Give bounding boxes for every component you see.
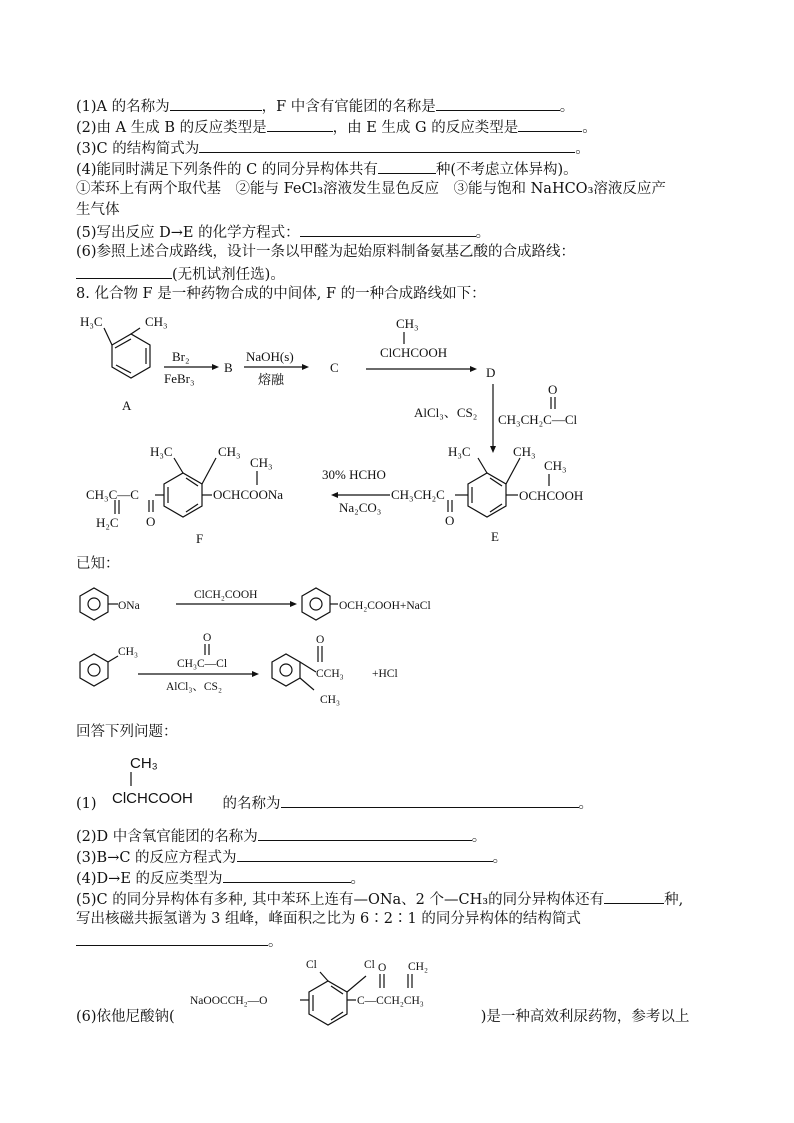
kr1-reagent: ClCH₂COOH <box>194 589 258 601</box>
e-sub-ch3: CH₃ <box>544 458 567 473</box>
p8-q4-line <box>76 867 365 889</box>
q2-text-b: ，由 E 生成 G 的反应类型是 <box>332 120 519 136</box>
reagent-acyl: CH₃CH₂C—Cl <box>498 412 578 427</box>
f-o: O <box>146 514 156 529</box>
label-e: E <box>491 529 499 544</box>
known-reaction-1 <box>80 588 431 620</box>
q1-text-b: ，F 中含有官能团的名称是 <box>261 99 436 115</box>
answer-blank[interactable] <box>281 792 579 808</box>
label-d: D <box>486 365 496 380</box>
e-ch3: CH₃ <box>513 444 536 459</box>
kr1-onal: ONa <box>118 600 140 612</box>
right-chain: C—CCH₂CH₃ <box>357 995 424 1007</box>
reagent-clchcooh: ClCHCOOH <box>380 345 448 360</box>
reagent-hcho: 30% HCHO <box>322 467 386 482</box>
reagent-na2co3: Na₂CO₃ <box>339 500 382 515</box>
reagent-naoh: NaOH(s) <box>246 349 294 364</box>
cl-label-2: Cl <box>364 959 375 971</box>
acyl-o: O <box>548 382 558 397</box>
compound-a-structure <box>80 314 168 413</box>
p8-q5-line <box>76 888 683 910</box>
arrow-a-to-b <box>164 349 219 386</box>
left-chain: NaOOCCH₂—O <box>190 995 268 1007</box>
period: 。 <box>492 850 508 866</box>
q1-text-a: (1)A 的名称为 <box>76 99 170 115</box>
o-label: O <box>378 962 387 974</box>
f-ch3: CH₃ <box>218 444 241 459</box>
f-h2c: H₂C <box>96 515 119 530</box>
kr2-prod-o: O <box>316 634 325 646</box>
label-b: B <box>224 360 233 375</box>
arrow-c-to-d <box>366 316 477 372</box>
answer-blank[interactable] <box>604 888 664 904</box>
p8-q6-line <box>76 1007 689 1027</box>
problem8-intro: 8. 化合物 F 是一种药物合成的中间体, F 的一种合成路线如下： <box>76 286 486 302</box>
q6-line: (6)参照上述合成路线，设计一条以甲醛为起始原料制备氨基乙酸的合成路线： <box>76 244 576 260</box>
e-right-group: OCHCOOH <box>519 488 584 503</box>
p8-q6-text-b: )是一种高效利尿药物，参考以上 <box>480 1009 690 1025</box>
kr2-prod-ch3: CH₃ <box>320 694 340 706</box>
p8-q5-line-2: 写出核磁共振氢谱为 3 组峰，峰面积之比为 6∶2∶1 的同分异构体的结构简式 <box>76 911 581 927</box>
q1-formula-main: ClCHCOOH <box>112 790 193 807</box>
label-a: A <box>122 398 132 413</box>
arrow-e-to-f <box>322 467 390 515</box>
f-right-group: OCHCOONa <box>213 487 284 502</box>
known-reaction-2 <box>80 632 398 706</box>
kr2-hcl: +HCl <box>372 668 398 680</box>
q4-conditions-cont: 生气体 <box>76 202 120 218</box>
answer-blank[interactable] <box>76 930 268 946</box>
period: 。 <box>268 934 283 950</box>
p8-q1-text: 的名称为 <box>222 796 281 812</box>
q3-text: (3)C 的结构简式为 <box>76 141 200 157</box>
reagent-br2: Br₂ <box>172 349 190 364</box>
period: 。 <box>475 225 491 241</box>
kr2-reagent: CH₃C—Cl <box>177 658 228 670</box>
p8-q1-line <box>76 792 593 814</box>
kr2-reagent-o: O <box>203 632 212 644</box>
answer-blank[interactable] <box>223 867 351 883</box>
p8-q5-line-3 <box>76 930 283 952</box>
ch2-label: CH₂ <box>408 961 428 973</box>
p8-q5-text-a: (5)C 的同分异构体有多种, 其中苯环上连有—ONa、2 个—CH₃的同分异构体还有 <box>76 892 605 908</box>
reagent-melt: 熔融 <box>258 372 285 387</box>
reagent-alcl3: AlCl₃、CS₂ <box>414 405 478 420</box>
p8-q2-text: (2)D 中含氧官能团的名称为 <box>76 829 258 845</box>
kr1-product: OCH₂COOH+NaCl <box>339 600 431 612</box>
q4-conditions: ①苯环上有两个取代基 ②能与 FeCl₃溶液发生显色反应 ③能与饱和 NaHCO₃溶液反应产 <box>76 181 666 197</box>
kr2-ch3: CH₃ <box>118 646 138 658</box>
period: 。 <box>559 99 575 115</box>
e-h3c: H₃C <box>448 444 471 459</box>
p8-q3-text: (3)B→C 的反应方程式为 <box>76 850 237 866</box>
reagent-febr3: FeBr₃ <box>164 371 195 386</box>
label-f: F <box>196 531 204 546</box>
answer-blank[interactable] <box>237 846 493 862</box>
arrow-b-to-c <box>244 349 309 387</box>
p8-q1-num: (1) <box>76 796 97 812</box>
kr2-cond: AlCl₃、CS₂ <box>166 681 222 693</box>
compound-f-structure <box>86 444 283 546</box>
reagent-ch3: CH₃ <box>396 316 419 331</box>
period: 。 <box>350 871 366 887</box>
arrow-d-to-e <box>414 382 578 453</box>
period: 。 <box>471 829 487 845</box>
e-left-group: CH₃CH₂C <box>391 487 445 502</box>
p8-q6-text-a: (6)依他尼酸钠( <box>76 1009 175 1025</box>
label-c: C <box>330 360 339 375</box>
q2-text-a: (2)由 A 生成 B 的反应类型是 <box>76 120 267 136</box>
p8-q2-line <box>76 825 486 847</box>
h3c-label: H₃C <box>80 314 103 329</box>
period: 。 <box>578 796 594 812</box>
f-sub-ch3: CH₃ <box>250 455 273 470</box>
e-o: O <box>445 513 455 528</box>
q5-text: (5)写出反应 D→E 的化学方程式： <box>76 225 300 241</box>
q4-text-b: 种(不考虑立体异构)。 <box>435 162 578 178</box>
answer-blank[interactable] <box>258 825 472 841</box>
known-label: 已知： <box>76 556 120 572</box>
cl-label-1: Cl <box>306 959 317 971</box>
answer-label: 回答下列问题： <box>76 724 178 740</box>
period: 。 <box>575 141 590 157</box>
ch3-label: CH₃ <box>145 314 168 329</box>
f-h3c: H₃C <box>150 444 173 459</box>
q1-formula-ch3: CH₃ <box>130 755 158 772</box>
p8-q5-text-b: 种, <box>664 892 684 908</box>
compound-e-structure <box>391 444 583 544</box>
f-left-group: CH₃C—C <box>86 487 139 502</box>
p8-q4-text: (4)D→E 的反应类型为 <box>76 871 223 887</box>
kr2-prod: CCH₃ <box>316 668 344 680</box>
q6-text-b: (无机试剂任选)。 <box>172 267 285 283</box>
period: 。 <box>582 120 597 136</box>
q4-text-a: (4)能同时满足下列条件的 C 的同分异构体共有 <box>76 162 378 178</box>
p8-q3-line <box>76 846 507 868</box>
